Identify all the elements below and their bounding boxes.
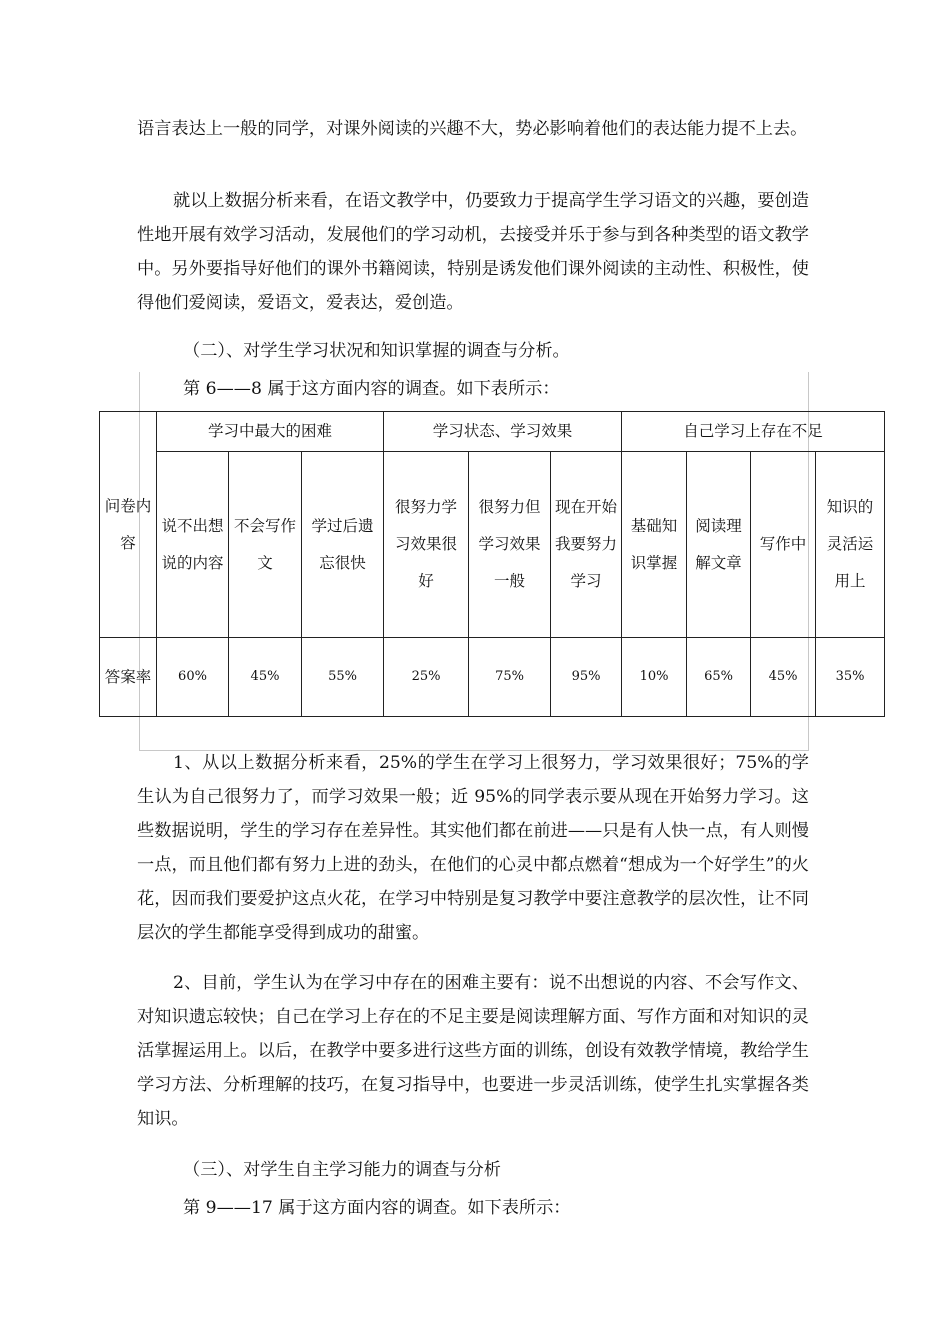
rate-cell: 45% (751, 638, 816, 717)
rate-cell: 95% (551, 638, 622, 717)
paragraph-analysis-1: 1、从以上数据分析来看，25%的学生在学习上很努力，学习效果很好；75%的学生认为自己很努力了，而学习效果一般；近 95%的同学表示要从现在开始努力学习。这些数据说明，学生的学习存在差异性。其实他们都在前进——只是有人快一点，有人则慢一点，而且他们都有努力上进的劲头，在他们的心灵中都点燃着“想成为一个好学生”的火花，因而我们要爱护这点火花，在学习中特别是复习教学中要注意教学的层次性，让不同层次的学生都能享受得到成功的甜蜜。 (137, 753, 809, 943)
section-heading-2: （二）、对学生学习状况和知识掌握的调查与分析。 (183, 341, 570, 361)
item-cell: 学过后遗忘很快 (302, 452, 384, 638)
item-cell: 基础知识掌握 (622, 452, 687, 638)
rate-cell: 45% (229, 638, 302, 717)
item-cell: 很努力但学习效果一般 (469, 452, 551, 638)
group-header-status: 学习状态、学习效果 (384, 412, 622, 452)
group-header-shortcoming: 自己学习上存在不足 (622, 412, 885, 452)
row-header-questionnaire (100, 412, 157, 638)
item-cell: 很努力学习效果很好 (384, 452, 469, 638)
rate-cell: 60% (157, 638, 229, 717)
rate-cell: 25% (384, 638, 469, 717)
rate-cell: 65% (687, 638, 751, 717)
table-intro-1: 第 6——8 属于这方面内容的调查。如下表所示： (183, 379, 560, 399)
item-cell: 不会写作文 (229, 452, 302, 638)
paragraph-1: 语言表达上一般的同学，对课外阅读的兴趣不大，势必影响着他们的表达能力提不上去。 (137, 119, 808, 139)
item-cell: 写作中 (751, 452, 816, 638)
rate-cell: 75% (469, 638, 551, 717)
table-intro-2: 第 9——17 属于这方面内容的调查。如下表所示： (183, 1198, 571, 1218)
rate-cell: 55% (302, 638, 384, 717)
item-cell: 说不出想说的内容 (157, 452, 229, 638)
rate-cell: 35% (816, 638, 885, 717)
table-rate-row (100, 638, 885, 717)
paragraph-2: 就以上数据分析来看，在语文教学中，仍要致力于提高学生学习语文的兴趣，要创造性地开展有效学习活动，发展他们的学习动机，去接受并乐于参与到各种类型的语文教学中。另外要指导好他们的课外书籍阅读，特别是诱发他们课外阅读的主动性、积极性，使得他们爱阅读，爱语文，爱表达，爱创造。 (137, 191, 809, 313)
row-header-text: 问卷内容 (104, 496, 152, 552)
row-header-answer-rate: 答案率 (100, 638, 157, 717)
paragraph-analysis-2: 2、目前，学生认为在学习中存在的困难主要有：说不出想说的内容、不会写作文、对知识遗忘较快；自己在学习上存在的不足主要是阅读理解方面、写作方面和对知识的灵活掌握运用上。以后，在教学中要多进行这些方面的训练，创设有效教学情境，教给学生学习方法、分析理解的技巧，在复习指导中，也要进一步灵活训练，使学生扎实掌握各类知识。 (137, 973, 809, 1129)
table-group-row (100, 412, 885, 452)
rate-cell: 10% (622, 638, 687, 717)
table-item-row (100, 452, 885, 638)
item-cell: 现在开始我要努力学习 (551, 452, 622, 638)
group-header-difficulty: 学习中最大的困难 (157, 412, 384, 452)
survey-table-1 (99, 411, 885, 717)
section-heading-3: （三）、对学生自主学习能力的调查与分析 (183, 1160, 501, 1180)
item-cell: 阅读理解文章 (687, 452, 751, 638)
item-cell: 知识的灵活运用上 (816, 452, 885, 638)
